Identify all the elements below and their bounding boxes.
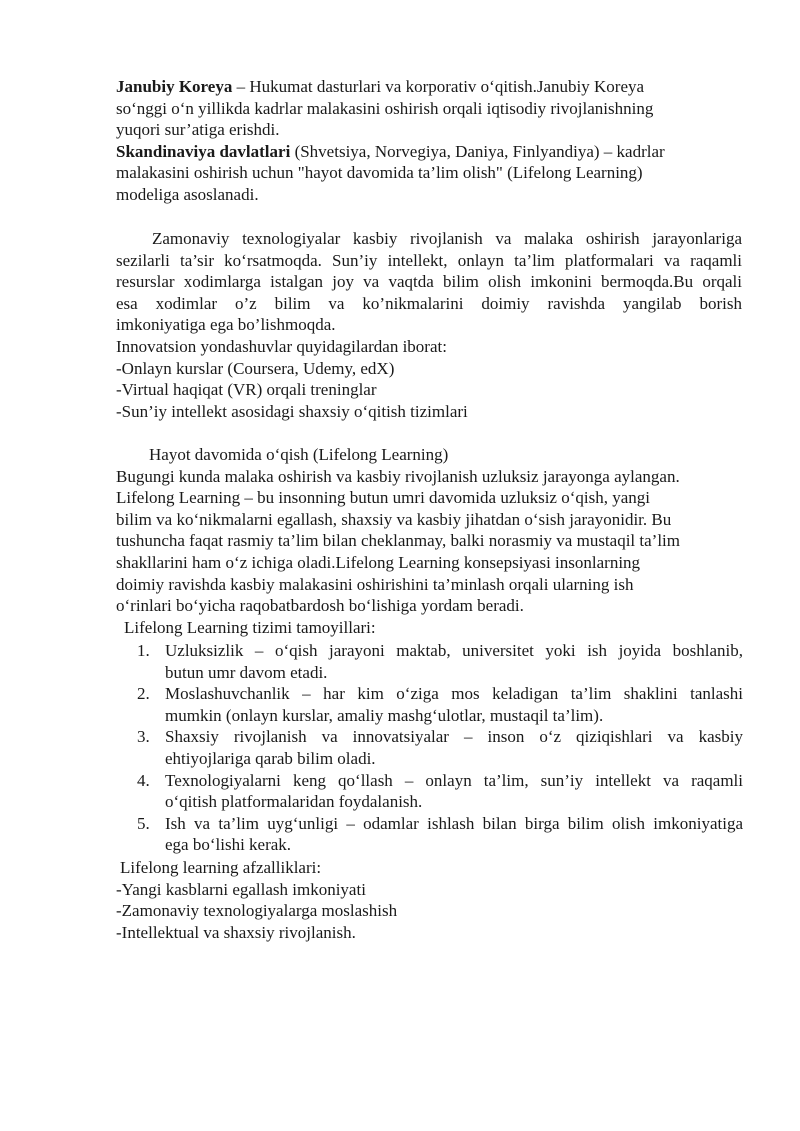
korea-paragraph-line: Janubiy Koreya – Hukumat dasturlari va korporativ o‘qitish.Janubiy Koreya <box>116 77 645 96</box>
list-number: 5. <box>137 813 150 833</box>
lifelong-paragraph-line: bilim va ko‘nikmalarni egallash, shaxsiy va kasbiy jihatdan o‘sish jarayonidir. Bu <box>116 509 672 529</box>
list-item-text: Moslashuvchanlik – har kim o‘ziga mos keladigan ta’lim shaklini tanlashi <box>165 684 743 704</box>
list-item-text: mumkin (onlayn kurslar, amaliy mashg‘ulotlar, mustaqil ta’lim). <box>165 705 604 725</box>
approach-item: -Onlayn kurslar (Coursera, Udemy, edX) <box>116 358 395 378</box>
scandinavia-paragraph-line: modeliga asoslanadi. <box>116 184 259 204</box>
approach-item: -Virtual haqiqat (VR) orqali treninglar <box>116 380 377 400</box>
scandinavia-paragraph-line: Skandinaviya davlatlari (Shvetsiya, Norvegiya, Daniya, Finlyandiya) – kadrlar <box>116 141 665 161</box>
korea-paragraph-line: so‘nggi o‘n yillikda kadrlar malakasini oshirish orqali iqtisodiy rivojlanishning <box>116 98 654 118</box>
list-number: 2. <box>137 684 150 704</box>
approach-item: -Sun’iy intellekt asosidagi shaxsiy o‘qitish tizimlari <box>116 401 468 421</box>
lifelong-paragraph-line: Lifelong Learning – bu insonning butun umri davomida uzluksiz o‘qish, yangi <box>116 488 650 508</box>
technology-paragraph-line: Zamonaviy texnologiyalar kasbiy rivojlanish va malaka oshirish jarayonlariga <box>152 229 742 248</box>
list-number: 4. <box>137 770 150 790</box>
advantage-item: -Zamonaviy texnologiyalarga moslashish <box>116 901 398 921</box>
lifelong-paragraph-line: tushuncha faqat rasmiy ta’lim bilan cheklanmay, balki norasmiy va mustaqil ta’lim <box>116 531 680 551</box>
list-item-text: Shaxsiy rivojlanish va innovatsiyalar – inson o‘z qiziqishlari va kasbiy <box>165 727 743 747</box>
lifelong-section <box>116 444 746 638</box>
lifelong-paragraph-line: shakllarini ham o‘z ichiga oladi.Lifelong Learning konsepsiyasi insonlarning <box>116 552 641 572</box>
list-item-text: butun umr davom etadi. <box>165 662 328 682</box>
list-item <box>137 683 743 726</box>
advantages-title: Lifelong learning afzalliklari: <box>120 858 322 877</box>
korea-paragraph-line: yuqori sur’atiga erishdi. <box>116 120 280 140</box>
principles-list <box>137 640 743 856</box>
lifelong-paragraph-line: Bugungi kunda malaka oshirish va kasbiy rivojlanish uzluksiz jarayonga aylangan. <box>116 466 680 486</box>
list-item-text: ehtiyojlariga qarab bilim oladi. <box>165 748 376 768</box>
advantage-item: -Intellektual va shaxsiy rivojlanish. <box>116 922 356 942</box>
principles-title: Lifelong Learning tizimi tamoyillari: <box>124 617 376 637</box>
list-item-text: Texnologiyalarni keng qo‘llash – onlayn ta’lim, sun’iy intellekt va raqamli <box>165 770 743 790</box>
list-item <box>137 813 743 856</box>
technology-paragraph-line: sezilarli ta’sir ko‘rsatmoqda. Sun’iy intellekt, onlayn ta’lim platformalari va raqamli <box>116 250 742 270</box>
technology-paragraph-line: resurslar xodimlarga istalgan joy va vaqtda bilim olish imkonini bermoqda.Bu orqali <box>116 272 742 292</box>
technology-paragraph-line: esa xodimlar o’z bilim va ko’nikmalarini doimiy ravishda yangilab borish <box>116 293 742 313</box>
list-item <box>137 770 743 813</box>
list-item <box>137 640 743 683</box>
advantages-section <box>116 857 746 943</box>
lifelong-paragraph-line: o‘rinlari bo‘yicha raqobatbardosh bo‘lishiga yordam beradi. <box>116 596 524 616</box>
list-item-text: ega bo‘lishi kerak. <box>165 835 292 855</box>
technology-section <box>116 228 742 422</box>
approaches-title: Innovatsion yondashuvlar quyidagilardan iborat: <box>116 336 447 356</box>
korea-heading: Janubiy Koreya <box>116 77 233 96</box>
intro-section <box>116 76 721 206</box>
scandinavia-heading: Skandinaviya davlatlari <box>116 141 291 161</box>
advantage-item: -Yangi kasblarni egallash imkoniyati <box>116 879 366 899</box>
list-number: 3. <box>137 727 150 747</box>
list-item-text: Ish va ta’lim uyg‘unligi – odamlar ishlash bilan birga bilim olish imkoniyatiga <box>165 813 743 833</box>
list-number: 1. <box>137 641 150 660</box>
list-item <box>137 726 743 769</box>
scandinavia-paragraph-line: malakasini oshirish uchun "hayot davomida ta’lim olish" (Lifelong Learning) <box>116 163 643 183</box>
lifelong-heading: Hayot davomida o‘qish (Lifelong Learning) <box>149 445 449 464</box>
technology-paragraph-line: imkoniyatiga ega bo’lishmoqda. <box>116 315 336 335</box>
lifelong-paragraph-line: doimiy ravishda kasbiy malakasini oshirishini ta’minlash orqali ularning ish <box>116 574 634 594</box>
list-item-text: Uzluksizlik – o‘qish jarayoni maktab, universitet yoki ish joyida boshlanib, <box>165 641 743 660</box>
list-item-text: o‘qitish platformalaridan foydalanish. <box>165 792 423 812</box>
